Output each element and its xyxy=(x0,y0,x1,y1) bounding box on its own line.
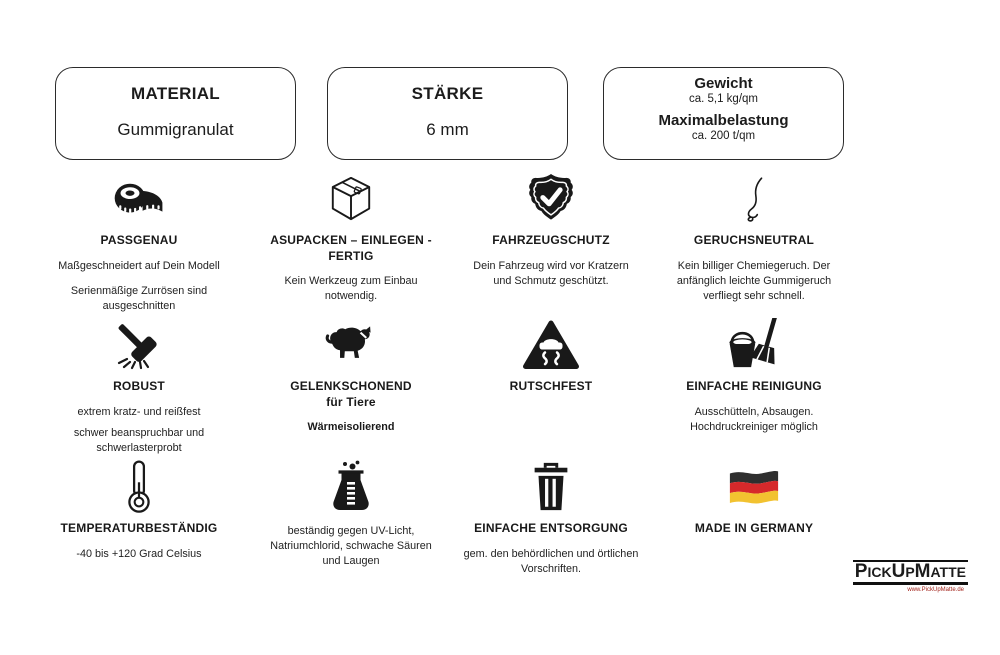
logo-letter: U xyxy=(891,561,906,582)
tape-measure-icon xyxy=(34,172,244,226)
feature-rutschfest xyxy=(458,318,644,460)
feature-grid xyxy=(34,172,864,577)
feature-heading: MADE IN GERMANY xyxy=(694,521,814,535)
feature-heading-line1: GELENKSCHONEND xyxy=(290,379,412,393)
weight-label: Gewicht xyxy=(694,75,753,92)
feature-entsorgung xyxy=(458,460,644,577)
logo-letter: P xyxy=(905,564,915,580)
logo-letters: ICK xyxy=(867,564,892,580)
weight-card xyxy=(603,67,844,160)
feature-text: gem. den behördlichen und örtlichen Vorschriften. xyxy=(463,547,639,575)
feature-reinigung xyxy=(644,318,864,460)
feature-heading-line2: für Tiere xyxy=(326,394,376,409)
hammer-icon xyxy=(34,318,244,372)
logo-letter: P xyxy=(854,561,868,582)
feature-robust xyxy=(34,318,244,460)
thickness-card xyxy=(327,67,568,160)
feature-text: Ausschütteln, Absaugen. Hochdruckreiniger möglich xyxy=(690,405,818,433)
bucket-broom-icon xyxy=(644,318,864,372)
feature-heading: GERUCHSNEUTRAL xyxy=(693,233,815,247)
feature-heading: RUTSCHFEST xyxy=(509,379,593,393)
beaker-icon xyxy=(244,460,458,514)
brand-wordmark xyxy=(853,560,968,585)
feature-heading: PASSGENAU xyxy=(100,233,178,247)
material-value: Gummigranulat xyxy=(117,120,234,139)
feature-geruchsneutral xyxy=(644,172,864,318)
maxload-label: Maximalbelastung xyxy=(658,112,789,129)
package-box-icon xyxy=(244,172,458,226)
logo-letter: M xyxy=(914,561,931,582)
feature-text: Wärmeisolierend xyxy=(307,421,395,434)
feature-heading: EINFACHE ENTSORGUNG xyxy=(474,521,628,535)
dog-icon xyxy=(244,318,458,372)
feature-fahrzeugschutz xyxy=(458,172,644,318)
feature-chemiebestaendig xyxy=(244,460,458,577)
maxload-value: ca. 200 t/qm xyxy=(691,130,756,142)
feature-gelenkschonend xyxy=(244,318,458,460)
slippery-road-icon xyxy=(458,318,644,372)
feature-passgenau xyxy=(34,172,244,318)
feature-text: -40 bis +120 Grad Celsius xyxy=(76,547,202,560)
feature-heading: ASUPACKEN – EINLEGEN - FERTIG xyxy=(270,233,432,263)
feature-text: Kein billiger Chemiegeruch. Der anfänglich leichte Gummigeruch verfliegt sehr schnell. xyxy=(676,259,832,302)
feature-temperatur xyxy=(34,460,244,577)
feature-heading: FAHRZEUGSCHUTZ xyxy=(492,233,610,247)
feature-text: Kein Werkzeug zum Einbau notwendig. xyxy=(284,275,418,303)
feature-auspacken xyxy=(244,172,458,318)
german-flag-icon xyxy=(644,460,864,514)
thickness-title: STÄRKE xyxy=(411,84,484,103)
feature-text: schwer beanspruchbar und schwerlasterprobt xyxy=(73,426,205,454)
feature-text: Serienmäßige Zurrösen sind ausgeschnitten xyxy=(70,284,208,312)
thermometer-icon xyxy=(34,460,244,514)
material-title: MATERIAL xyxy=(131,84,220,103)
feature-text: Dein Fahrzeug wird vor Kratzern und Schmutz geschützt. xyxy=(473,259,629,287)
trash-icon xyxy=(458,460,644,514)
feature-made-in-germany xyxy=(644,460,864,577)
brand-logo xyxy=(846,560,968,593)
website-url: www.PickUpMatte.de xyxy=(907,586,964,593)
feature-text: Maßgeschneidert auf Dein Modell xyxy=(58,259,220,272)
feature-text: extrem kratz- und reißfest xyxy=(77,405,201,418)
logo-letters: ATTE xyxy=(930,564,966,580)
feature-heading: EINFACHE REINIGUNG xyxy=(686,379,822,393)
shield-check-icon xyxy=(458,172,644,226)
thickness-value: 6 mm xyxy=(426,120,469,139)
feature-heading: ROBUST xyxy=(113,379,165,393)
weight-value: ca. 5,1 kg/qm xyxy=(688,93,759,105)
feature-text: beständig gegen UV-Licht, Natriumchlorid, schwache Säuren und Laugen xyxy=(270,525,432,568)
nose-icon xyxy=(644,172,864,226)
feature-heading: TEMPERATURBESTÄNDIG xyxy=(60,521,218,535)
feature-heading xyxy=(261,379,441,410)
material-card xyxy=(55,67,296,160)
